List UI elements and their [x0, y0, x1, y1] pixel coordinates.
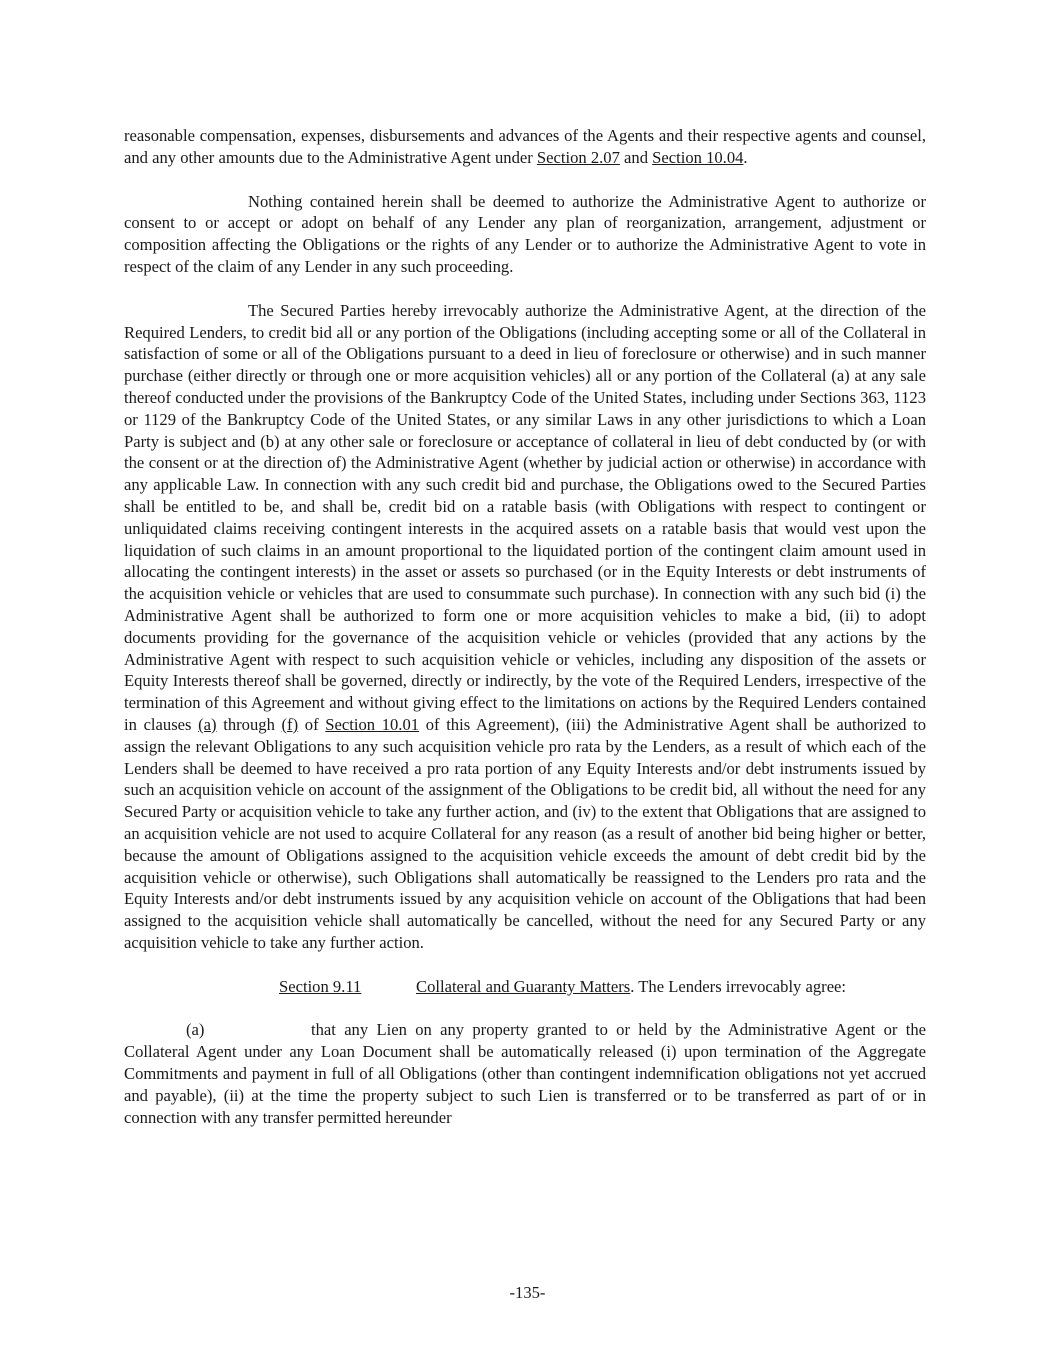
paragraph-text: The Secured Parties hereby irrevocably authorize the Administrative Agent, at the direction of the Required Lenders, to credit bid all or any portion of the Obligations (including accepting some or all of the Collateral in satisfaction of some or all of the Obligations pursuant to a deed in lieu of foreclosure or otherwise) and in such manner purchase (either directly or through one or more acquisition vehicles) all or any portion of the Collateral (a) at any sale thereof conducted under the provisions of the Bankruptcy Code of the United States, including under Sections 363, 1123 or 1129 of the Bankruptcy Code of the United States, or any similar Laws in any other jurisdictions to which a Loan Party is subject and (b) at any other sale or foreclosure or acceptance of collateral in lieu of debt conducted by (or with the consent or at the direction of) the Administrative Agent (whether by judicial action or otherwise) in accordance with any applicable Law. In connection with any such credit bid and purchase, the Obligations owed to the Secured Parties shall be entitled to be, and shall be, credit bid on a ratable basis (with Obligations with respect to contingent or unliquidated claims receiving contingent interests in the acquired assets on a ratable basis that would vest upon the liquidation of such claims in an amount proportional to the liquidated portion of the contingent claim amount used in allocating the contingent interests) in the asset or assets so purchased (or in the Equity Interests or debt instruments of the acquisition vehicle or vehicles that are used to consummate such purchase). In connection with any such bid (i) the Administrative Agent shall be authorized to form one or more acquisition vehicles to make a bid, (ii) to adopt documents providing for the governance of the acquisition vehicle or vehicles (provided that any actions by the Administrative Agent with respect to such acquisition vehicle or vehicles, including any disposition of the assets or Equity Interests thereof shall be governed, directly or indirectly, by the vote of the Required Lenders, irrespective of the termination of this Agreement and without giving effect to the limitations on actions by the Required Lenders contained in clauses: [124, 300, 926, 734]
document-page: [124, 125, 926, 1150]
section-number: Section 9.11: [279, 976, 362, 996]
paragraph-text: of: [298, 714, 326, 734]
paragraph-text: reasonable compensation, expenses, disbursements and advances of the Agents and their respective agents and counsel, and any other amounts due to the Administrative Agent under: [124, 126, 926, 167]
paragraph-text: of this Agreement), (iii) the Administrative Agent shall be authorized to assign the relevant Obligations to any such acquisition vehicle pro rata by the Lenders, as a result of which each of the Lenders shall be deemed to have received a pro rata portion of any Equity Interests and/or debt instruments issued by such an acquisition vehicle on account of the assignment of the Obligations to be credit bid, all without the need for any Secured Party or acquisition vehicle to take any further action, and (iv) to the extent that Obligations that are assigned to an acquisition vehicle are not used to acquire Collateral for any reason (as a result of another bid being higher or better, because the amount of Obligations assigned to the acquisition vehicle exceeds the amount of debt credit bid by the acquisition vehicle or otherwise), such Obligations shall automatically be reassigned to the Lenders pro rata and the Equity Interests and/or debt instruments issued by any acquisition vehicle on account of the Obligations that had been assigned to the acquisition vehicle shall automatically be cancelled, without the need for any Secured Party or any acquisition vehicle to take any further action.: [124, 714, 926, 952]
section-title: Collateral and Guaranty Matters: [416, 976, 631, 996]
paragraph-compensation: [124, 125, 926, 169]
clause-reference-f: (f): [281, 714, 299, 734]
clause-reference-a: (a): [198, 714, 217, 734]
section-intro-text: . The Lenders irrevocably agree:: [630, 976, 847, 996]
clause-a: [124, 1019, 926, 1128]
paragraph-credit-bid: [124, 300, 926, 954]
paragraph-text: through: [216, 714, 282, 734]
section-reference-link: Section 10.01: [325, 714, 420, 734]
section-heading: [124, 976, 926, 998]
clause-label: (a): [186, 1020, 205, 1040]
paragraph-text: .: [743, 147, 748, 167]
section-reference-link: Section 2.07: [536, 147, 620, 167]
paragraph-text: and: [619, 147, 653, 167]
clause-text: that any Lien on any property granted to or held by the Administrative Agent or the Collateral Agent under any Loan Document shall be automatically released (i) upon termination of the Aggregate Commitments and payment in full of all Obligations (other than contingent indemnification obligations not yet accrued and payable), (ii) at the time the property subject to such Lien is transferred or to be transferred as part of or in connection with any transfer permitted hereunder: [124, 1020, 926, 1127]
page-number: -135-: [509, 1283, 546, 1302]
section-reference-link: Section 10.04: [652, 147, 744, 167]
paragraph-no-authorization: Nothing contained herein shall be deemed to authorize the Administrative Agent to authorize or consent to or accept or adopt on behalf of any Lender any plan of reorganization, arrangement, adjustment or composition affecting the Obligations or the rights of any Lender or to authorize the Administrative Agent to vote in respect of the claim of any Lender in any such proceeding.: [124, 191, 926, 276]
